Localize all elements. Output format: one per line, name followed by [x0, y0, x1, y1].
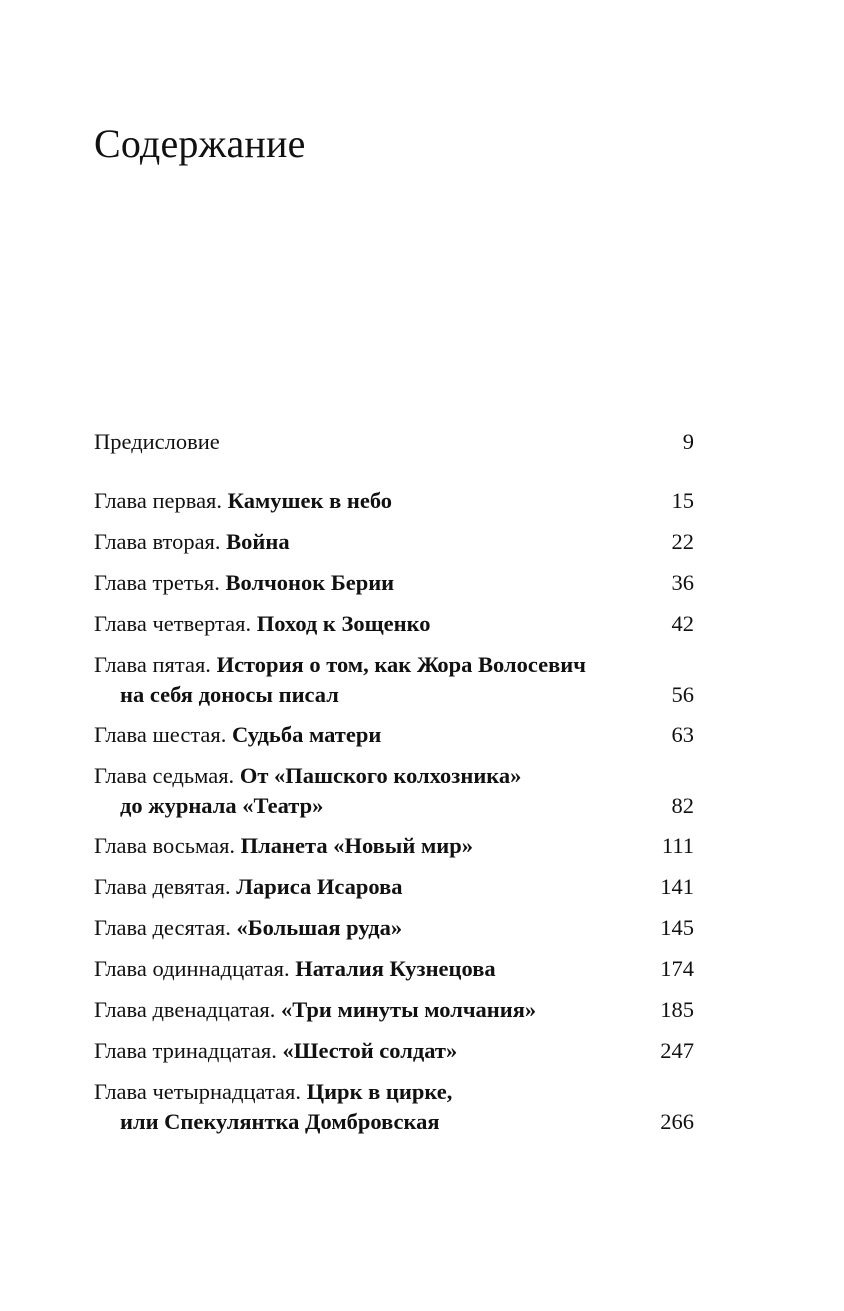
- toc-entry-chapter-1: [94, 486, 694, 516]
- toc-entry-title: Война: [226, 529, 290, 554]
- toc-entry-title: «Шестой солдат»: [282, 1038, 458, 1063]
- toc-entry-page: 111: [661, 833, 694, 858]
- toc-entry-label: Глава одиннадцатая.: [94, 956, 290, 981]
- toc-entry-chapter-6: [94, 720, 694, 750]
- toc-entry-label: Глава первая.: [94, 488, 223, 513]
- toc-entry-chapter-7: [94, 761, 694, 821]
- toc-entry-chapter-14: [94, 1077, 694, 1137]
- toc-entry-chapter-3: [94, 568, 694, 598]
- toc-entry-label: Глава третья.: [94, 570, 220, 595]
- toc-entry-page: 141: [660, 874, 694, 899]
- toc-entry-title: История о том, как Жора Волосевич: [216, 652, 586, 677]
- toc-entry-page: 63: [671, 722, 694, 747]
- toc-entry-title-continued: или Спекулянтка Домбровская: [120, 1109, 440, 1134]
- toc-entry-page: 185: [660, 997, 694, 1022]
- toc-entry-label: Предисловие: [94, 429, 220, 454]
- toc-entry-title-continued: на себя доносы писал: [120, 682, 339, 707]
- toc-entry-page: 15: [671, 488, 694, 513]
- toc-entry-title: Судьба матери: [232, 722, 382, 747]
- toc-entry-title: «Три минуты молчания»: [281, 997, 537, 1022]
- toc-entry-title: Камушек в небо: [227, 488, 393, 513]
- toc-entry-page: 174: [660, 956, 694, 981]
- toc-entry-chapter-4: [94, 609, 694, 639]
- toc-entry-label: Глава четырнадцатая.: [94, 1079, 301, 1104]
- toc-entry-page: 56: [671, 682, 694, 707]
- toc-entry-chapter-11: [94, 954, 694, 984]
- toc-entry-label: Глава девятая.: [94, 874, 231, 899]
- toc-entry-title-continued: до журнала «Театр»: [120, 793, 324, 818]
- toc-entry-page: 9: [682, 429, 694, 454]
- toc-entry-page: 247: [660, 1038, 694, 1063]
- toc-entry-page: 36: [671, 570, 694, 595]
- toc-entry-label: Глава четвертая.: [94, 611, 252, 636]
- toc-entry-label: Глава седьмая.: [94, 763, 235, 788]
- page-title: Содержание: [94, 121, 306, 166]
- toc-entry-label: Глава десятая.: [94, 915, 231, 940]
- toc-entry-label: Глава восьмая.: [94, 833, 236, 858]
- toc-entry-page: 145: [660, 915, 694, 940]
- toc-entry-foreword: [94, 427, 694, 457]
- toc-entry-label: Глава пятая.: [94, 652, 211, 677]
- toc-entry-page: 266: [660, 1109, 694, 1134]
- toc-entry-label: Глава тринадцатая.: [94, 1038, 277, 1063]
- toc-entry-chapter-2: [94, 527, 694, 557]
- toc-entry-page: 82: [671, 793, 694, 818]
- toc-entry-label: Глава шестая.: [94, 722, 227, 747]
- toc-entry-page: 42: [671, 611, 694, 636]
- toc-entry-title: Поход к Зощенко: [256, 611, 431, 636]
- toc-entry-title: Наталия Кузнецова: [295, 956, 496, 981]
- toc-entry-chapter-12: [94, 995, 694, 1025]
- toc-entry-title: Цирк в цирке,: [306, 1079, 453, 1104]
- toc-entry-page: 22: [671, 529, 694, 554]
- toc-entry-title: От «Пашского колхозника»: [239, 763, 522, 788]
- toc-entry-title: Планета «Новый мир»: [240, 833, 473, 858]
- toc-entry-chapter-8: [94, 831, 694, 861]
- toc-entry-chapter-13: [94, 1036, 694, 1066]
- toc-entry-chapter-10: [94, 913, 694, 943]
- toc-entry-chapter-5: [94, 650, 694, 710]
- toc-entry-title: Лариса Исарова: [236, 874, 403, 899]
- toc-entry-label: Глава двенадцатая.: [94, 997, 276, 1022]
- toc-entry-title: Волчонок Берии: [225, 570, 395, 595]
- toc-entry-chapter-9: [94, 872, 694, 902]
- toc-entry-title: «Большая руда»: [236, 915, 403, 940]
- toc-entry-label: Глава вторая.: [94, 529, 221, 554]
